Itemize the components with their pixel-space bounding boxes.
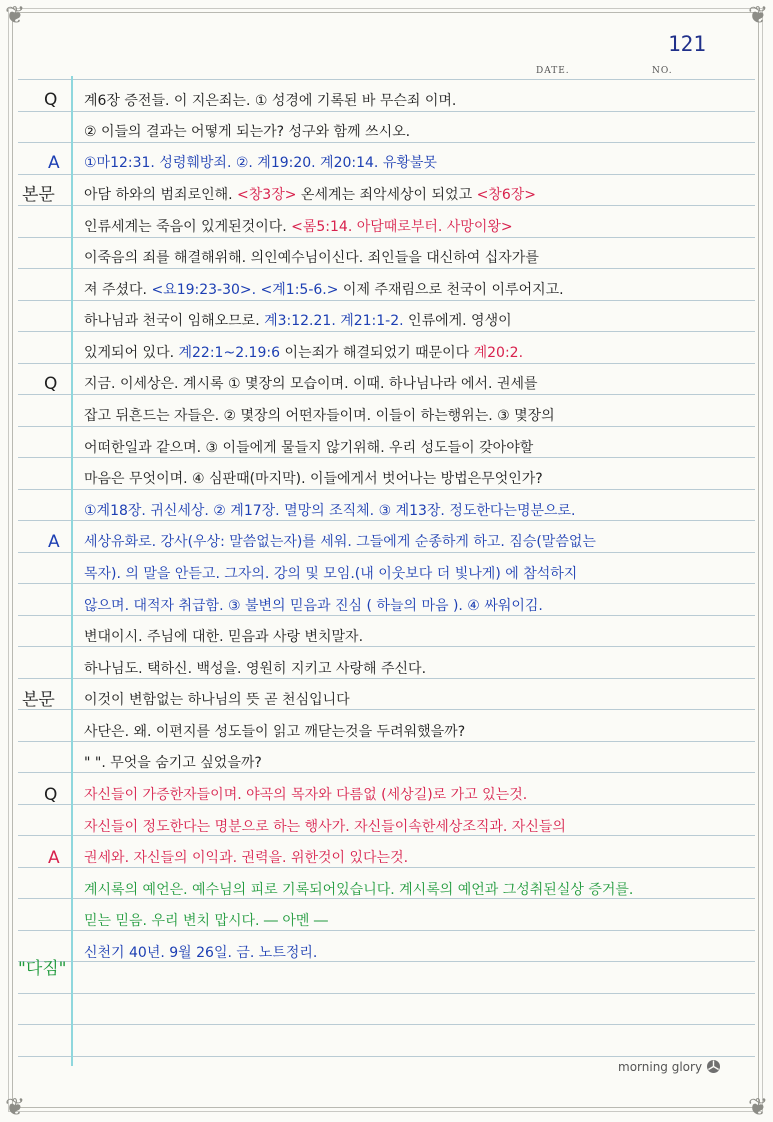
margin-label: 본문 [22, 690, 55, 710]
text-segment: 사단은. 왜. 이편지를 성도들이 읽고 깨닫는것을 두려워했을까? [84, 724, 466, 740]
note-line [84, 280, 754, 300]
margin-label: A [48, 532, 60, 552]
note-line [84, 374, 754, 394]
corner-ornament-icon: ❦ [4, 1, 26, 29]
text-segment: <요19:23-30>. <계1:5-6.> [151, 282, 339, 298]
ruled-line [18, 1056, 755, 1057]
margin-label: "다짐" [18, 959, 67, 979]
text-segment: 세상유화로. 강사(우상: 말씀없는자)를 세워. 그들에게 순종하게 하고. 짐승(말씀없는 [84, 534, 596, 550]
ruled-line [18, 142, 755, 143]
brand-footer [618, 1059, 721, 1077]
note-line [84, 943, 754, 963]
ruled-line [18, 79, 755, 80]
text-segment: ①마12:31. 성령훼방죄. ②. 계19:20. 계20:14. 유황불못 [84, 155, 437, 171]
text-segment: 않으며. 대적자 취급함. ③ 불변의 믿음과 진심 ( 하늘의 마음 ). ④ 싸워이김. [84, 598, 543, 614]
text-segment: 아담 하와의 범죄로인해. [84, 187, 238, 203]
text-segment: 이것이 변함없는 하나님의 뜻 곧 천심입니다 [84, 692, 350, 708]
text-segment: 하나님과 천국이 임해오므로. [84, 313, 265, 329]
note-line [84, 785, 754, 805]
note-line [84, 532, 754, 552]
ruled-line [18, 174, 755, 175]
note-line [84, 406, 754, 426]
page-number: 121 [668, 32, 706, 56]
text-segment: 믿는 믿음. 우리 변치 맙시다. ― 아멘 ― [84, 913, 328, 929]
ruled-line [18, 394, 755, 395]
text-segment: 계6장 증전들. 이 지은죄는. ① 성경에 기록된 바 무슨죄 이며. [84, 93, 457, 109]
text-segment: 하나님도. 택하신. 백성을. 영원히 지키고 사랑해 주신다. [84, 661, 427, 677]
text-segment: " ". 무엇을 숨기고 싶었을까? [84, 755, 262, 771]
text-segment: 지금. 이세상은. 계시록 ① 몇장의 모습이며. 이때. 하나님나라 에서. 권세를 [84, 376, 538, 392]
margin-label: Q [44, 90, 58, 110]
note-line [84, 564, 754, 584]
text-segment: 권세와. 자신들의 이익과. 권력을. 위한것이 있다는것. [84, 850, 409, 866]
text-segment: 계20:2. [473, 345, 524, 361]
ruled-line [18, 331, 755, 332]
text-segment: 자신들이 정도한다는 명분으로 하는 행사가. 자신들이속한세상조직과. 자신들의 [84, 819, 566, 835]
note-line [84, 248, 754, 268]
text-segment: 신천기 40년. 9월 26일. 금. 노트정리. [84, 945, 318, 961]
note-line [84, 753, 754, 773]
note-line [84, 627, 754, 647]
ruled-line [18, 1024, 755, 1025]
note-line [84, 848, 754, 868]
note-line [84, 596, 754, 616]
margin-label: A [48, 153, 60, 173]
text-segment: 자신들이 가증한자들이며. 야곡의 목자와 다름없 (세상길)로 가고 있는것. [84, 787, 528, 803]
morning-glory-flower-icon [706, 1059, 721, 1077]
text-segment: ② 이들의 결과는 어떻게 되는가? 성구와 함께 쓰시오. [84, 124, 411, 140]
text-segment: 변대이시. 주님에 대한. 믿음과 사랑 변치말자. [84, 629, 364, 645]
note-line [84, 817, 754, 837]
brand-name: morning glory [618, 1060, 703, 1074]
date-label: DATE. [536, 66, 570, 76]
ruled-line [18, 205, 755, 206]
text-segment: 이는죄가 해결되었기 때문이다 [280, 345, 474, 361]
ruled-line [18, 993, 755, 994]
text-segment: 잡고 뒤흔드는 자들은. ② 몇장의 어떤자들이며. 이들이 하는행위는. ③ 몇장의 [84, 408, 555, 424]
text-segment: 계22:1~2.19:6 [178, 345, 280, 361]
text-segment: 이제 주재림으로 천국이 이루어지고. [338, 282, 564, 298]
text-segment: <롬5:14. 아담때로부터. 사망이왕> [291, 219, 513, 235]
note-line [84, 469, 754, 489]
number-label: NO. [652, 66, 673, 76]
text-segment: <창6장> [476, 187, 536, 203]
text-segment: 마음은 무엇이며. ④ 심판때(마지막). 이들에게서 벗어나는 방법은무엇인가? [84, 471, 543, 487]
text-segment: 온세계는 죄악세상이 되었고 [296, 187, 477, 203]
note-line [84, 91, 754, 111]
text-segment: 있게되어 있다. [84, 345, 179, 361]
text-segment: 계시록의 예언은. 예수님의 피로 기록되어있습니다. 계시록의 예언과 그성취된실상 증거를. [84, 882, 634, 898]
note-line [84, 311, 754, 331]
text-segment: 져 주셨다. [84, 282, 152, 298]
note-line [84, 438, 754, 458]
margin-label: Q [44, 374, 58, 394]
text-segment: 인류세계는 죽음이 있게된것이다. [84, 219, 292, 235]
corner-ornament-icon: ❦ [747, 1093, 769, 1121]
note-line [84, 153, 754, 173]
note-line [84, 185, 754, 205]
text-segment: 계3:12.21. 계21:1-2. [264, 313, 404, 329]
text-segment: <창3장> [237, 187, 297, 203]
text-segment: 목자). 의 말을 안듣고. 그자의. 강의 및 모임.(내 이웃보다 더 빛나게) 에 참석하지 [84, 566, 578, 582]
corner-ornament-icon: ❦ [4, 1093, 26, 1121]
note-line [84, 880, 754, 900]
text-segment: 인류에게. 영생이 [403, 313, 512, 329]
note-line [84, 122, 754, 142]
note-line [84, 217, 754, 237]
text-segment: 이죽음의 죄를 해결해위해. 의인예수님이신다. 죄인들을 대신하여 십자가를 [84, 250, 539, 266]
note-line [84, 659, 754, 679]
note-line [84, 343, 754, 363]
note-line [84, 911, 754, 931]
note-line [84, 501, 754, 521]
margin-line [71, 76, 73, 1066]
margin-label: A [48, 848, 60, 868]
note-line [84, 722, 754, 742]
corner-ornament-icon: ❦ [747, 1, 769, 29]
margin-label: 본문 [22, 185, 55, 205]
note-line [84, 690, 754, 710]
ruled-line [18, 268, 755, 269]
text-segment: ①계18장. 귀신세상. ② 계17장. 멸망의 조직체. ③ 계13장. 정도한다는명분으로. [84, 503, 576, 519]
margin-label: Q [44, 785, 58, 805]
text-segment: 어떠한일과 같으며. ③ 이들에게 물들지 않기위해. 우리 성도들이 갖아야할 [84, 440, 534, 456]
